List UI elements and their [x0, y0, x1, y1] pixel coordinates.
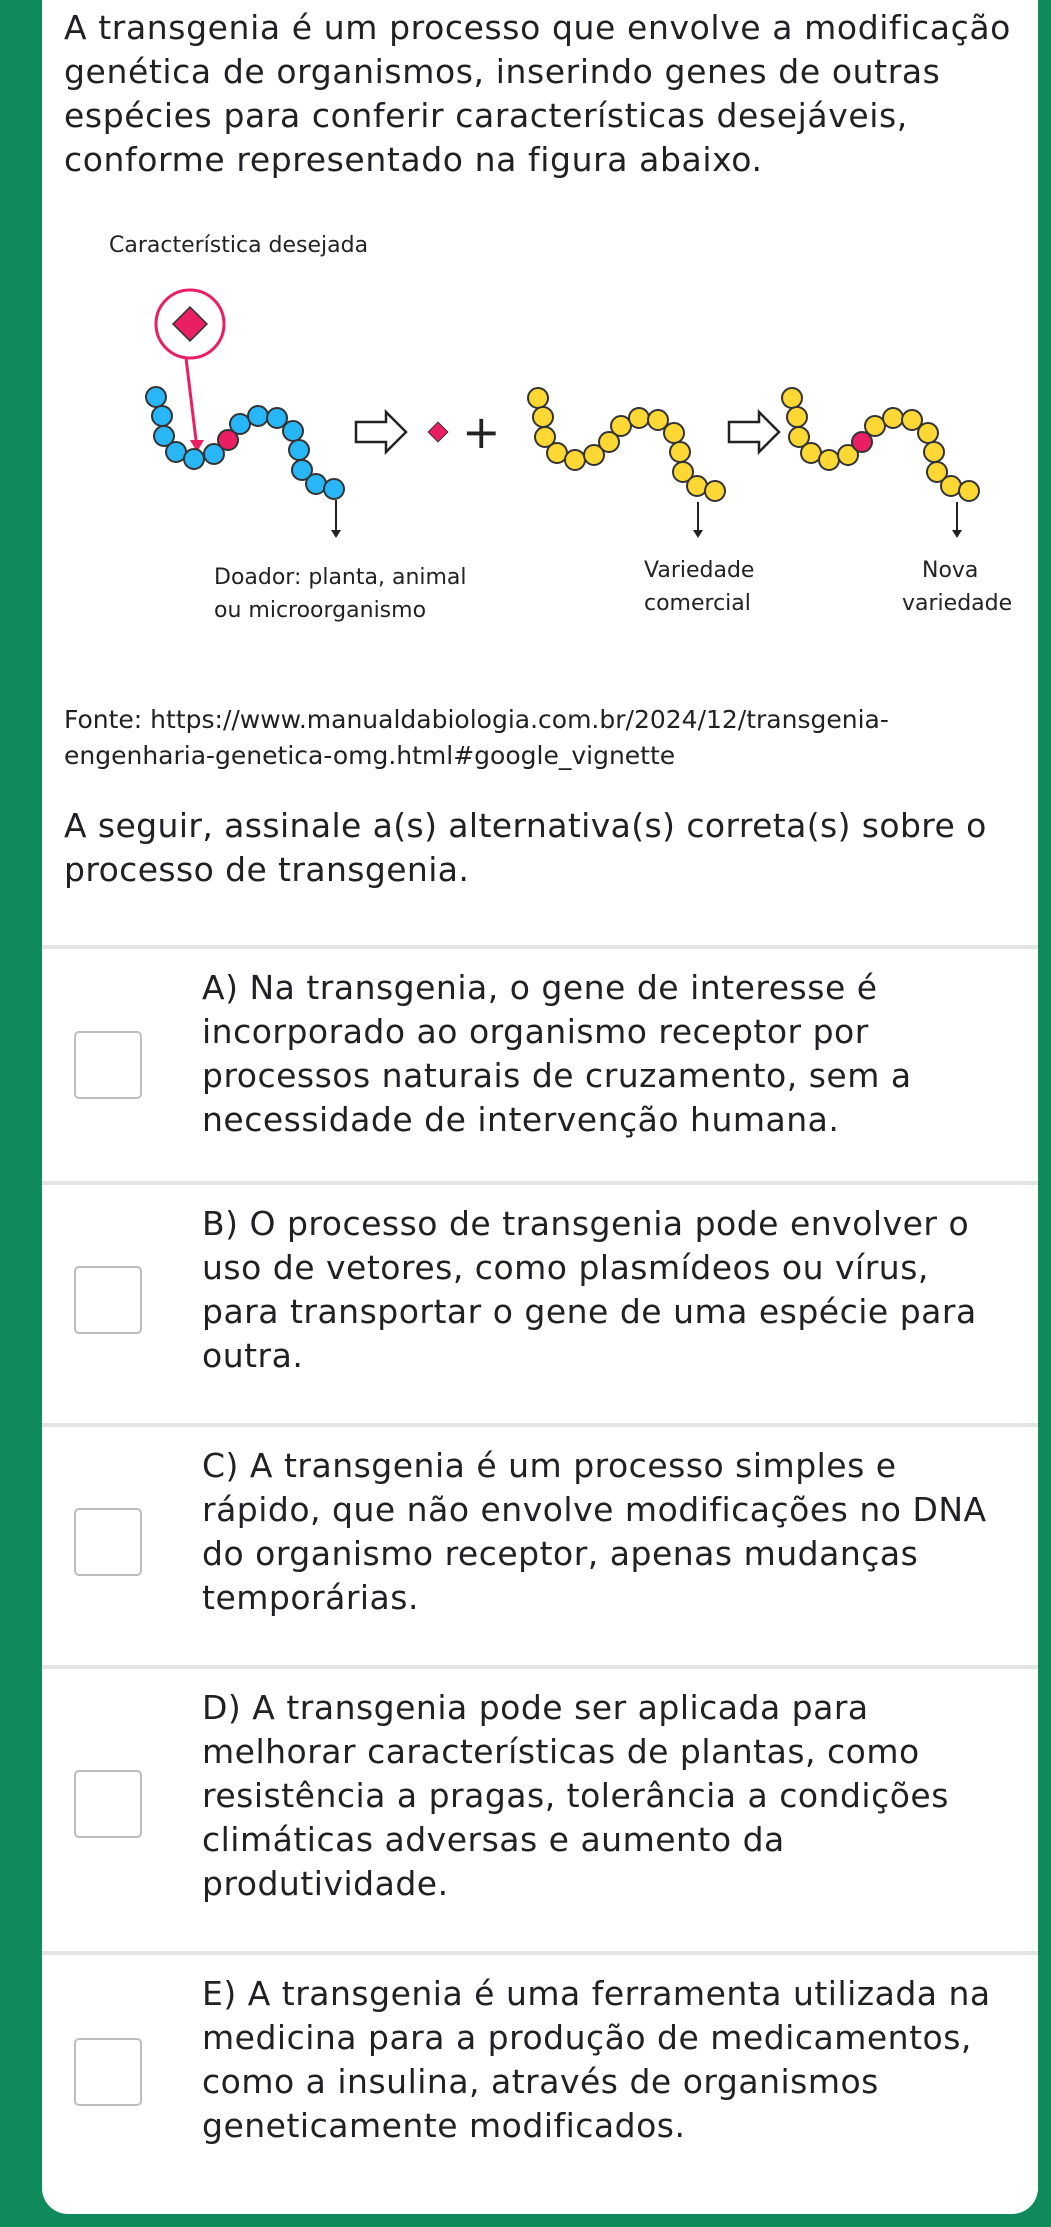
hollow-arrow-2-icon: [729, 412, 779, 452]
hollow-arrow-1-icon: [356, 412, 406, 452]
option-a-label: A) Na transgenia, o gene de interesse é incorporado ao organismo receptor por processos naturais de cruzamento, sem a necessidade de intervenção humana.: [202, 968, 912, 1139]
transgenia-diagram: [64, 182, 1014, 702]
donor-label-line1: Doador: planta, animal: [214, 565, 467, 590]
option-a[interactable]: [42, 949, 1038, 1185]
option-e-checkbox[interactable]: [74, 2038, 142, 2106]
option-c-label: C) A transgenia é um processo simples e rápido, que não envolve modificações no DNA do organismo receptor, apenas mudanças temporárias.: [202, 1446, 987, 1617]
option-e[interactable]: [42, 1955, 1038, 2205]
gene-diamond-icon: [428, 422, 448, 442]
donor-label-line2: ou microorganismo: [214, 598, 427, 623]
new-variety-dna-chain: [782, 388, 979, 501]
option-c-checkbox[interactable]: [74, 1508, 142, 1576]
commercial-down-arrow-icon: [693, 530, 703, 538]
commercial-label-line2: comercial: [644, 591, 751, 616]
option-b-checkbox[interactable]: [74, 1266, 142, 1334]
donor-down-arrow-icon: [331, 530, 341, 538]
new-variety-label-line1: Nova: [922, 558, 979, 583]
question-body: [42, 0, 1038, 892]
option-b-label: B) O processo de transgenia pode envolver o uso de vetores, como plasmídeos ou vírus, para transportar o gene de uma espécie para outra.: [202, 1204, 977, 1375]
figure-title: Característica desejada: [109, 233, 369, 258]
figure-source: Fonte: https://www.manualdabiologia.com.br/2024/12/transgenia-engenharia-genetica-omg.html#google_vignette: [64, 705, 889, 770]
option-a-checkbox[interactable]: [74, 1031, 142, 1099]
question-intro: A transgenia é um processo que envolve a modificação genética de organismos, inserindo genes de outras espécies para conferir características desejáveis, conforme representado na figura abaixo.: [64, 8, 1011, 179]
question-card: [42, 0, 1038, 2214]
plus-sign: +: [462, 405, 501, 459]
option-d[interactable]: [42, 1669, 1038, 1955]
option-e-label: E) A transgenia é uma ferramenta utilizada na medicina para a produção de medicamentos, como a insulina, através de organismos geneticamente modificados.: [202, 1974, 991, 2145]
option-c[interactable]: [42, 1427, 1038, 1669]
question-prompt: A seguir, assinale a(s) alternativa(s) correta(s) sobre o processo de transgenia.: [64, 806, 987, 889]
option-d-label: D) A transgenia pode ser aplicada para melhorar características de plantas, como resistência a pragas, tolerância a condições climáticas adversas e aumento da produtividade.: [202, 1688, 949, 1903]
donor-dna-chain: [146, 387, 344, 499]
new-variety-down-arrow-icon: [952, 530, 962, 538]
option-d-checkbox[interactable]: [74, 1770, 142, 1838]
commercial-dna-chain: [528, 388, 725, 501]
commercial-label-line1: Variedade: [644, 558, 755, 583]
pointer-line: [186, 358, 196, 440]
new-variety-label-line2: variedade: [902, 591, 1013, 616]
transgenia-figure: [64, 182, 1016, 702]
option-b[interactable]: [42, 1185, 1038, 1427]
